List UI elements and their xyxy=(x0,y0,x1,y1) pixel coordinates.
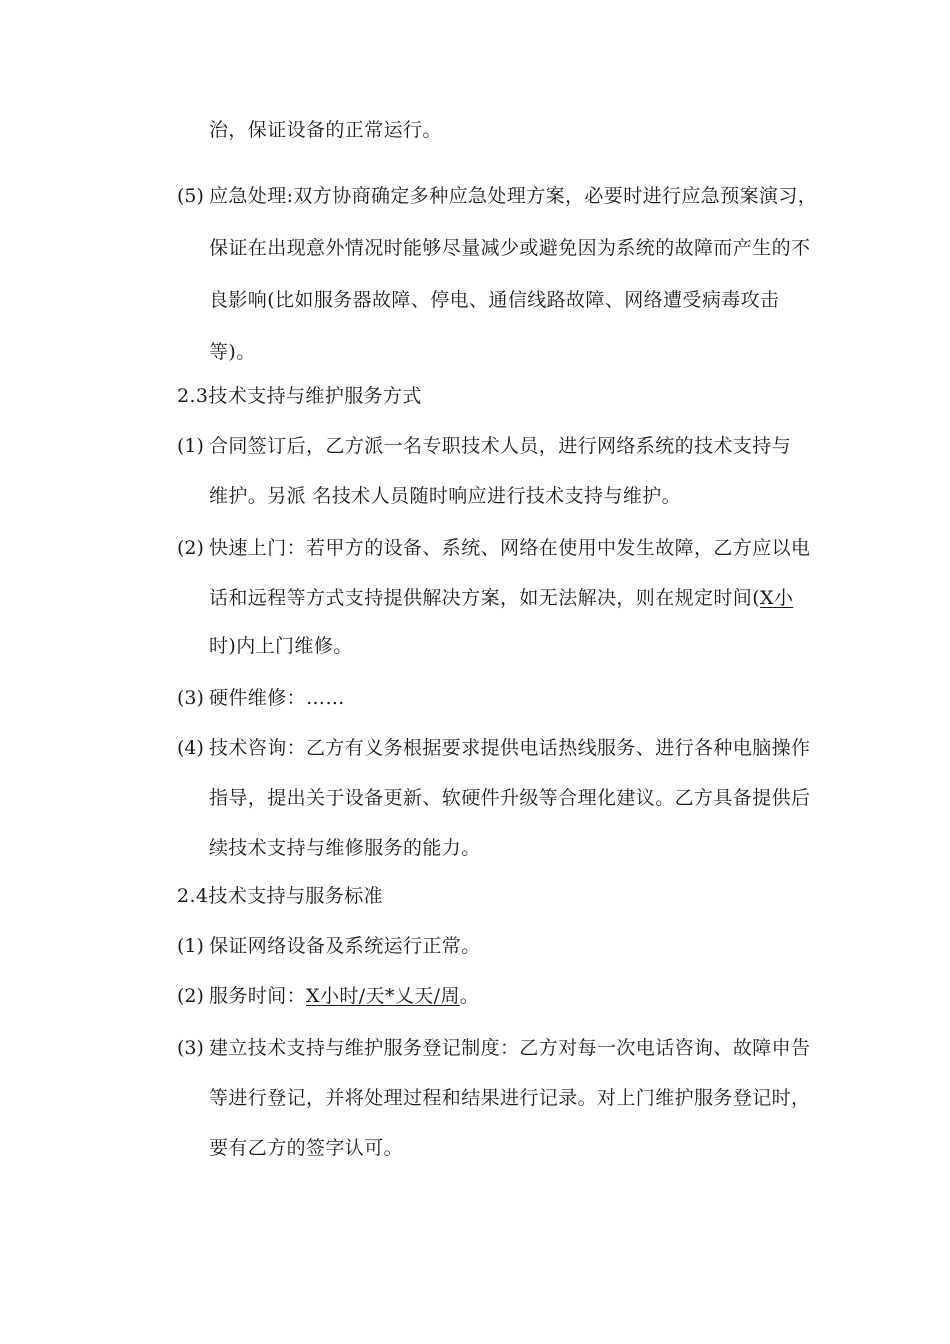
list-item-2-3-3 xyxy=(177,685,345,711)
list-item-2-3-1-line-1 xyxy=(177,433,791,459)
list-number: (2) xyxy=(177,537,204,559)
list-item-2-4-2 xyxy=(177,983,479,1009)
section-title: 2.3技术支持与维护服务方式 xyxy=(177,385,422,407)
list-item-5-line-2 xyxy=(209,235,810,261)
list-number: (3) xyxy=(177,687,204,709)
line-text: 。 xyxy=(459,985,480,1007)
list-item-2-3-4-line-3 xyxy=(209,835,481,861)
line-text: 快速上门：若甲方的设备、系统、网络在使用中发生故障，乙方应以电 xyxy=(209,537,811,559)
line-text: 应急处理:双方协商确定多种应急处理方案，必要时进行应急预案演习， xyxy=(209,185,818,207)
line-text: 等进行登记，并将处理过程和结果进行记录。对上门维护服务登记时， xyxy=(209,1087,811,1109)
line-text: 指导，提出关于设备更新、软硬件升级等合理化建议。乙方具备提供后 xyxy=(209,787,811,809)
line-text: 技术咨询：乙方有义务根据要求提供电话热线服务、进行各种电脑操作 xyxy=(209,737,811,759)
list-number: (3) xyxy=(177,1037,204,1059)
underlined-time-value: X小 xyxy=(760,587,794,609)
list-item-2-3-4-line-1 xyxy=(177,735,810,761)
list-item-2-3-2-line-3 xyxy=(209,633,353,659)
list-item-2-4-3-line-1 xyxy=(177,1035,810,1061)
line-text: 保证网络设备及系统运行正常。 xyxy=(209,935,481,957)
line-text: 要有乙方的签字认可。 xyxy=(209,1137,404,1159)
line-text: 治，保证设备的正常运行。 xyxy=(209,119,442,141)
line-text: 续技术支持与维修服务的能力。 xyxy=(209,837,481,859)
list-item-2-3-4-line-2 xyxy=(209,785,810,811)
list-item-5-line-4 xyxy=(209,339,256,365)
line-text: 维护。另派 名技术人员随时响应进行技术支持与维护。 xyxy=(209,485,682,507)
line-text: 良影响(比如服务器故障、停电、通信线路故障、网络遭受病毒攻击 xyxy=(209,289,780,311)
list-number: (2) xyxy=(177,985,204,1007)
list-item-2-3-2-line-2 xyxy=(209,585,793,611)
line-text: 服务时间： xyxy=(209,985,307,1007)
list-item-2-4-3-line-2 xyxy=(209,1085,810,1111)
list-number: (1) xyxy=(177,935,204,957)
line-text: 建立技术支持与维护服务登记制度：乙方对每一次电话咨询、故障申告 xyxy=(209,1037,811,1059)
line-text: 话和远程等方式支持提供解决方案，如无法解决，则在规定时间( xyxy=(209,587,761,609)
line-text: 合同签订后，乙方派一名专职技术人员，进行网络系统的技术支持与 xyxy=(209,435,792,457)
list-item-2-4-3-line-3 xyxy=(209,1135,403,1161)
section-heading-2-4 xyxy=(177,883,383,909)
line-text: 等)。 xyxy=(209,341,256,363)
list-item-2-3-1-line-2 xyxy=(209,483,681,509)
line-text: 保证在出现意外情况时能够尽量减少或避免因为系统的故障而产生的不 xyxy=(209,237,811,259)
list-item-2-3-2-line-1 xyxy=(177,535,810,561)
list-number: (1) xyxy=(177,435,204,457)
line-text: 硬件维修：…… xyxy=(209,687,345,709)
section-heading-2-3 xyxy=(177,383,422,409)
list-item-2-4-1 xyxy=(177,933,481,959)
underlined-service-hours: X小时/天*乂天/周 xyxy=(306,985,460,1007)
line-text: 时)内上门维修。 xyxy=(209,635,353,657)
list-number: (5) xyxy=(177,185,204,207)
list-item-5-line-1 xyxy=(177,183,817,209)
list-item-5-line-3 xyxy=(209,287,779,313)
list-number: (4) xyxy=(177,737,204,759)
section-title: 2.4技术支持与服务标准 xyxy=(177,885,384,907)
paragraph-line xyxy=(209,117,442,143)
